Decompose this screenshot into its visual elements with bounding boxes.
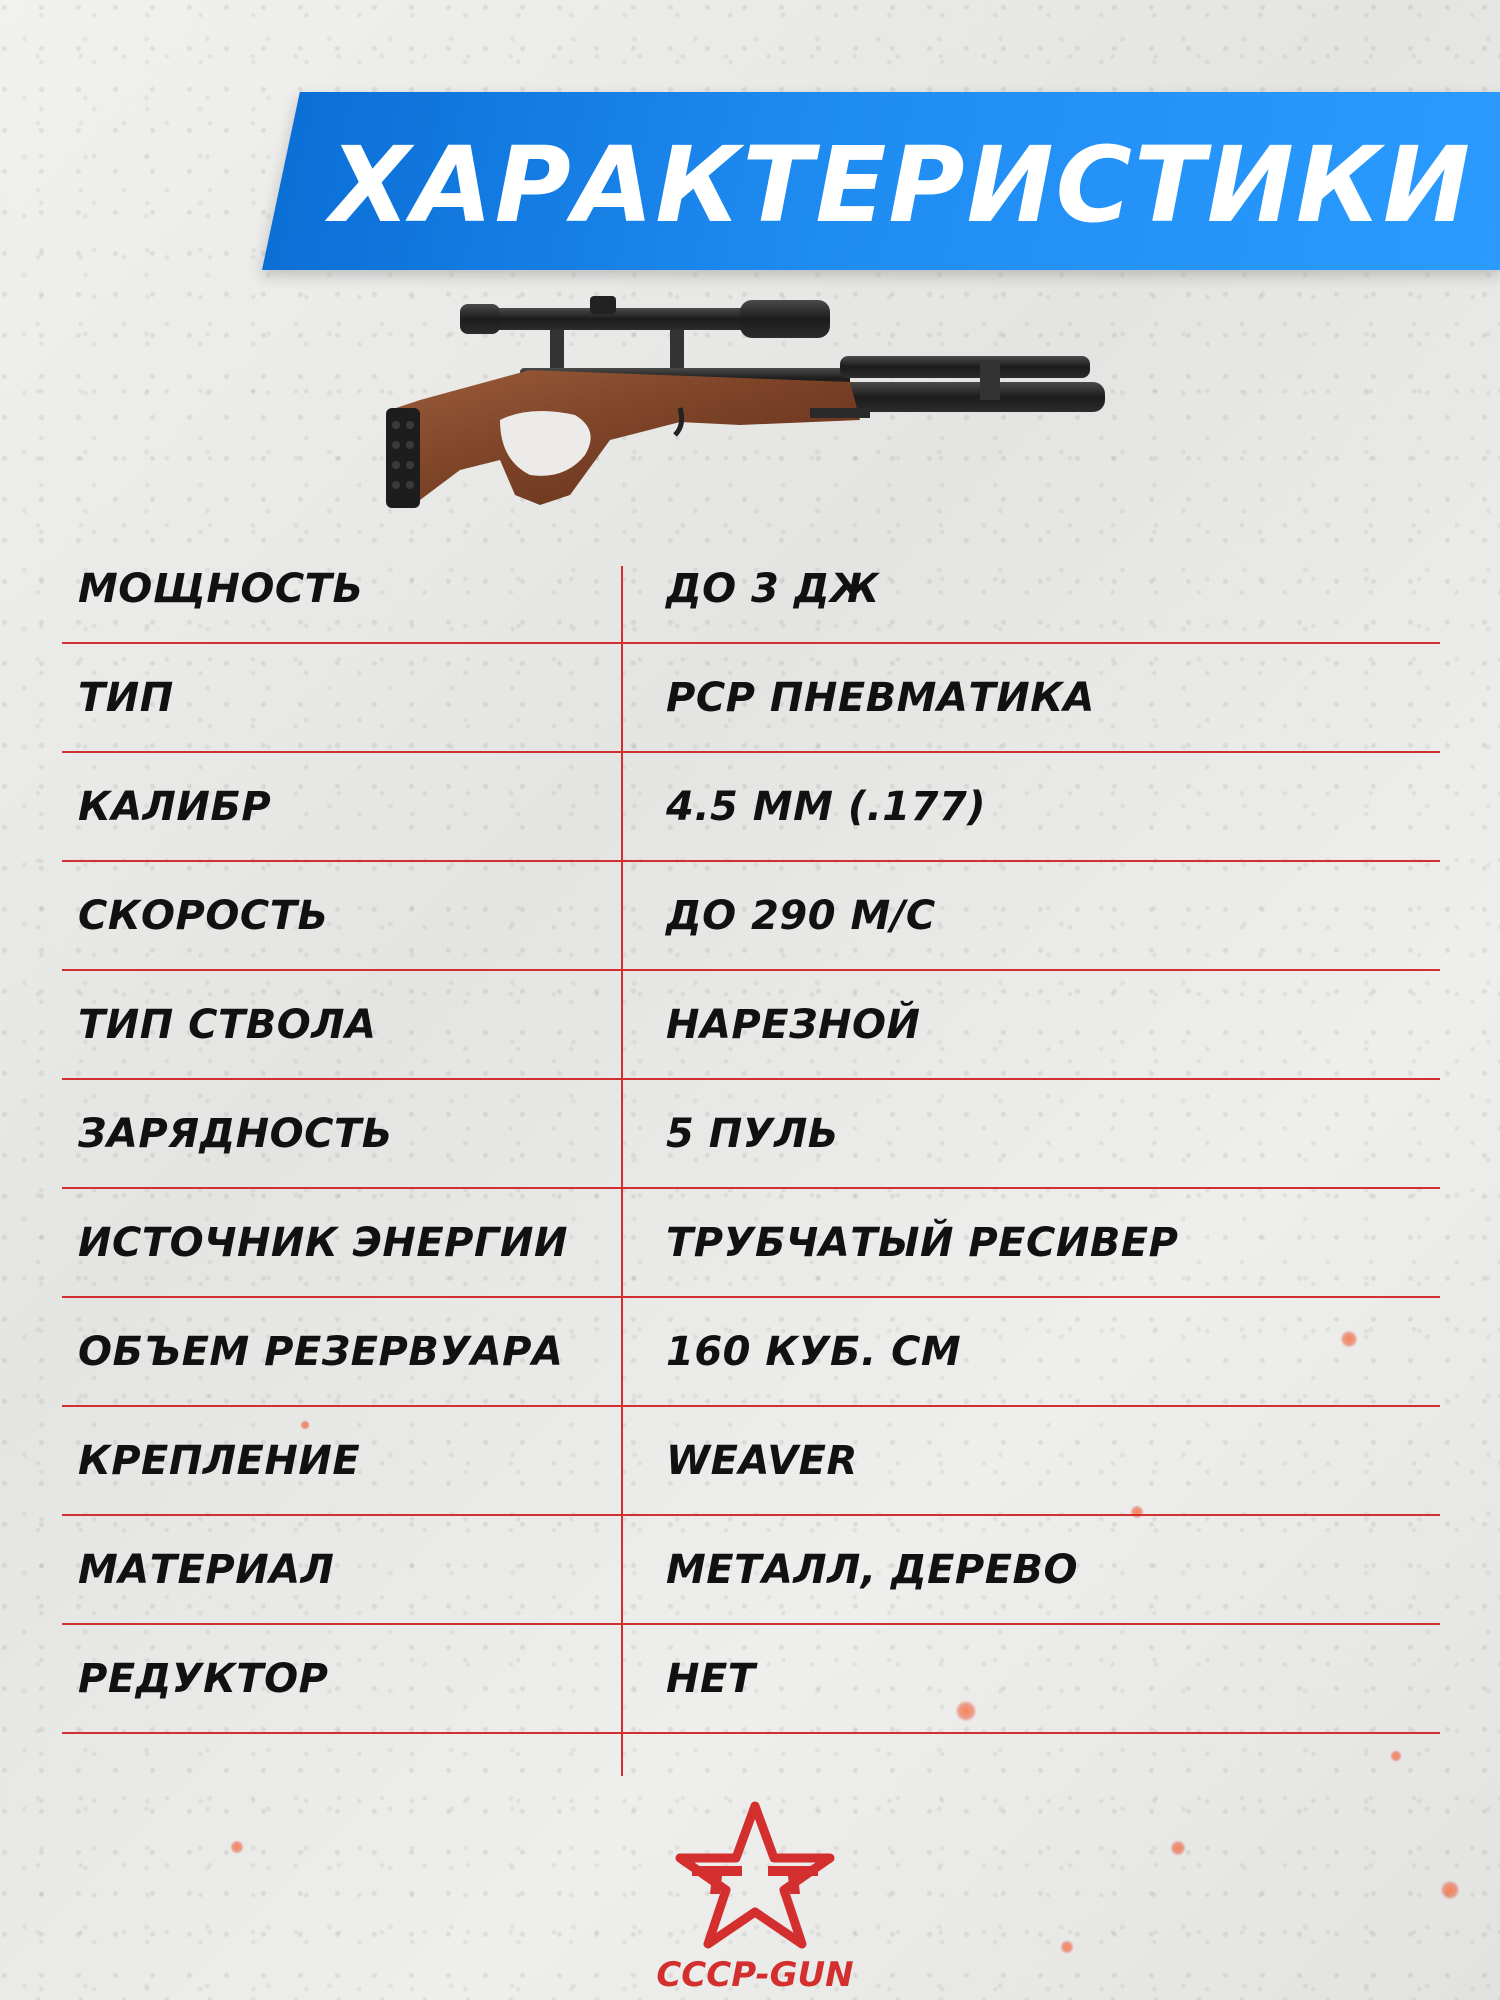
spec-value: НЕТ — [666, 1655, 756, 1702]
table-row — [62, 1516, 1440, 1625]
spec-label: МАТЕРИАЛ — [78, 1546, 335, 1593]
table-row — [62, 644, 1440, 753]
spec-value: ТРУБЧАТЫЙ РЕСИВЕР — [666, 1219, 1179, 1266]
table-row — [62, 1298, 1440, 1407]
table-row — [62, 753, 1440, 862]
spec-value: ДО 3 ДЖ — [666, 565, 880, 612]
spec-label: ТИП СТВОЛА — [78, 1001, 377, 1048]
spec-label: ОБЪЕМ РЕЗЕРВУАРА — [78, 1328, 564, 1375]
page-title: ХАРАКТЕРИСТИКИ — [330, 124, 1472, 246]
spec-value: 160 КУБ. СМ — [666, 1328, 962, 1375]
spec-label: КРЕПЛЕНИЕ — [78, 1437, 361, 1484]
table-row — [62, 1625, 1440, 1734]
table-row — [62, 1189, 1440, 1298]
spec-value: 4.5 ММ (.177) — [666, 783, 987, 830]
spec-label: СКОРОСТЬ — [78, 892, 329, 939]
table-row — [62, 971, 1440, 1080]
table-row — [62, 1407, 1440, 1516]
spec-value: WEAVER — [666, 1437, 858, 1484]
table-row — [62, 535, 1440, 644]
star-pistols-logo-icon — [670, 1800, 840, 1950]
table-row — [62, 862, 1440, 971]
spec-value: ДО 290 М/С — [666, 892, 936, 939]
spec-value: МЕТАЛЛ, ДЕРЕВО — [666, 1546, 1079, 1593]
spec-label: КАЛИБР — [78, 783, 272, 830]
spec-label: МОЩНОСТЬ — [78, 565, 364, 612]
spec-label: ИСТОЧНИК ЭНЕРГИИ — [78, 1219, 568, 1266]
spec-label: РЕДУКТОР — [78, 1655, 329, 1702]
spec-label: ЗАРЯДНОСТЬ — [78, 1110, 393, 1157]
table-row — [62, 1080, 1440, 1189]
row-divider — [62, 1732, 1440, 1734]
brand-name: CCCP-GUN — [656, 1955, 854, 1995]
spec-label: ТИП — [78, 674, 174, 721]
spec-value: НАРЕЗНОЙ — [666, 1001, 921, 1048]
spec-value: PCP ПНЕВМАТИКА — [666, 674, 1095, 721]
spec-value: 5 ПУЛЬ — [666, 1110, 839, 1157]
